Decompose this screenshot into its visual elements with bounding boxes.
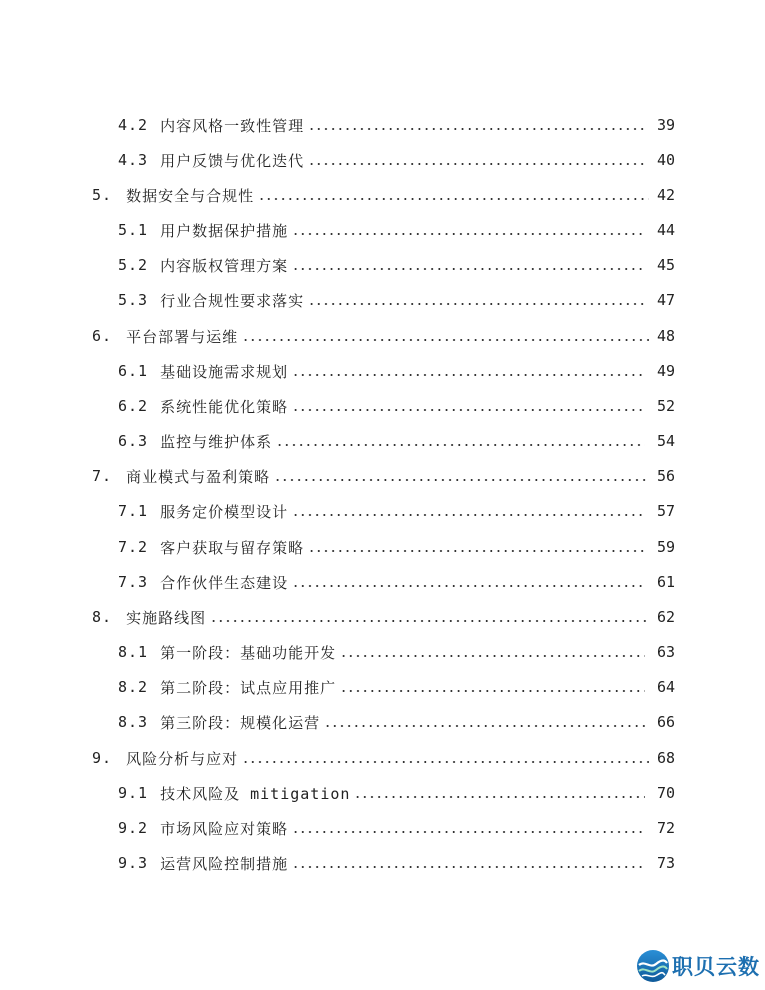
dot-leader [354, 796, 645, 798]
toc-number: 8.2 [118, 678, 149, 696]
dot-leader [276, 444, 645, 446]
toc-number: 7.1 [118, 502, 149, 520]
toc-entry[interactable] [92, 464, 675, 488]
dot-leader [292, 831, 645, 833]
toc-page-number: 61 [656, 573, 675, 591]
toc-page-number: 73 [656, 854, 675, 872]
toc-page-number: 56 [656, 467, 675, 485]
toc-title: 服务定价模型设计 [160, 502, 289, 521]
toc-number: 5.1 [118, 221, 149, 239]
dot-leader [242, 761, 649, 763]
dot-leader [258, 198, 649, 200]
toc-title: 平台部署与运维 [126, 327, 239, 346]
toc-number: 9.3 [118, 854, 149, 872]
toc-entry[interactable] [92, 324, 675, 348]
toc-page-number: 66 [656, 713, 675, 731]
toc-title: 用户反馈与优化迭代 [160, 151, 305, 170]
toc-page-number: 72 [656, 819, 675, 837]
watermark-text: 职贝云数 [672, 955, 760, 979]
toc-entry[interactable] [118, 570, 675, 594]
toc-entry[interactable] [118, 781, 675, 805]
dot-leader [274, 479, 649, 481]
toc-title: 基础设施需求规划 [160, 362, 289, 381]
toc-number: 9.1 [118, 784, 149, 802]
toc-page-number: 62 [656, 608, 675, 626]
toc-title: 风险分析与应对 [126, 749, 239, 768]
toc-page-number: 45 [656, 256, 675, 274]
toc-page-number: 57 [656, 502, 675, 520]
toc-number: 5. [92, 186, 113, 204]
toc-number: 4.2 [118, 116, 149, 134]
dot-leader [308, 128, 645, 130]
toc-title: 合作伙伴生态建设 [160, 573, 289, 592]
toc-entry[interactable] [118, 429, 675, 453]
dot-leader [242, 339, 649, 341]
dot-leader [292, 514, 645, 516]
dot-leader [308, 163, 645, 165]
toc-title: 第二阶段：试点应用推广 [160, 678, 337, 697]
toc-entry[interactable] [118, 148, 675, 172]
toc-title: 商业模式与盈利策略 [126, 467, 271, 486]
toc-title: 实施路线图 [126, 608, 207, 627]
toc-number: 7. [92, 467, 113, 485]
dot-leader [308, 303, 645, 305]
toc-title: 内容版权管理方案 [160, 256, 289, 275]
toc-entry[interactable] [118, 218, 675, 242]
toc-page-number: 54 [656, 432, 675, 450]
toc-page-number: 42 [656, 186, 675, 204]
toc-entry[interactable] [118, 288, 675, 312]
toc-title: 系统性能优化策略 [160, 397, 289, 416]
toc-entry[interactable] [118, 253, 675, 277]
dot-leader [292, 409, 645, 411]
toc-entry[interactable] [118, 816, 675, 840]
toc-page-number: 70 [656, 784, 675, 802]
toc-title: 用户数据保护措施 [160, 221, 289, 240]
dot-leader [308, 550, 645, 552]
toc-page-number: 47 [656, 291, 675, 309]
toc-entry[interactable] [118, 710, 675, 734]
toc-number: 7.2 [118, 538, 149, 556]
wave-globe-icon [636, 949, 670, 983]
toc-number: 8.1 [118, 643, 149, 661]
toc-title: 第一阶段：基础功能开发 [160, 643, 337, 662]
toc-number: 5.2 [118, 256, 149, 274]
dot-leader [292, 585, 645, 587]
toc-title: 第三阶段：规模化运营 [160, 713, 321, 732]
toc-page-number: 68 [656, 749, 675, 767]
watermark-logo [636, 946, 760, 986]
dot-leader [340, 655, 645, 657]
toc-title: 市场风险应对策略 [160, 819, 289, 838]
toc-entry[interactable] [118, 535, 675, 559]
toc-title: 监控与维护体系 [160, 432, 273, 451]
toc-page-number: 64 [656, 678, 675, 696]
dot-leader [340, 690, 645, 692]
toc-page-number: 40 [656, 151, 675, 169]
toc-page-number: 59 [656, 538, 675, 556]
toc-entry[interactable] [92, 183, 675, 207]
dot-leader [292, 374, 645, 376]
toc-number: 6.1 [118, 362, 149, 380]
dot-leader [292, 866, 645, 868]
toc-number: 5.3 [118, 291, 149, 309]
toc-number: 9.2 [118, 819, 149, 837]
dot-leader [324, 725, 645, 727]
toc-page-number: 48 [656, 327, 675, 345]
toc-page-number: 52 [656, 397, 675, 415]
toc-title: 技术风险及 mitigation [160, 784, 351, 803]
toc-number: 7.3 [118, 573, 149, 591]
dot-leader [292, 233, 645, 235]
toc-number: 4.3 [118, 151, 149, 169]
toc-title: 数据安全与合规性 [126, 186, 255, 205]
toc-page-number: 44 [656, 221, 675, 239]
toc-entry[interactable] [118, 675, 675, 699]
toc-title: 客户获取与留存策略 [160, 538, 305, 557]
toc-entry[interactable] [118, 113, 675, 137]
toc-entry[interactable] [118, 640, 675, 664]
toc-number: 8. [92, 608, 113, 626]
toc-page-number: 49 [656, 362, 675, 380]
toc-number: 6.3 [118, 432, 149, 450]
toc-entry[interactable] [92, 746, 675, 770]
toc-page-number: 39 [656, 116, 675, 134]
toc-number: 8.3 [118, 713, 149, 731]
toc-number: 6.2 [118, 397, 149, 415]
toc-title: 行业合规性要求落实 [160, 291, 305, 310]
toc-number: 9. [92, 749, 113, 767]
toc-page-number: 63 [656, 643, 675, 661]
toc-entry[interactable] [118, 499, 675, 523]
dot-leader [292, 268, 645, 270]
dot-leader [210, 620, 649, 622]
toc-entry[interactable] [118, 359, 675, 383]
toc-entry[interactable] [92, 605, 675, 629]
toc-entry[interactable] [118, 851, 675, 875]
toc-title: 内容风格一致性管理 [160, 116, 305, 135]
toc-title: 运营风险控制措施 [160, 854, 289, 873]
toc-entry[interactable] [118, 394, 675, 418]
toc-number: 6. [92, 327, 113, 345]
